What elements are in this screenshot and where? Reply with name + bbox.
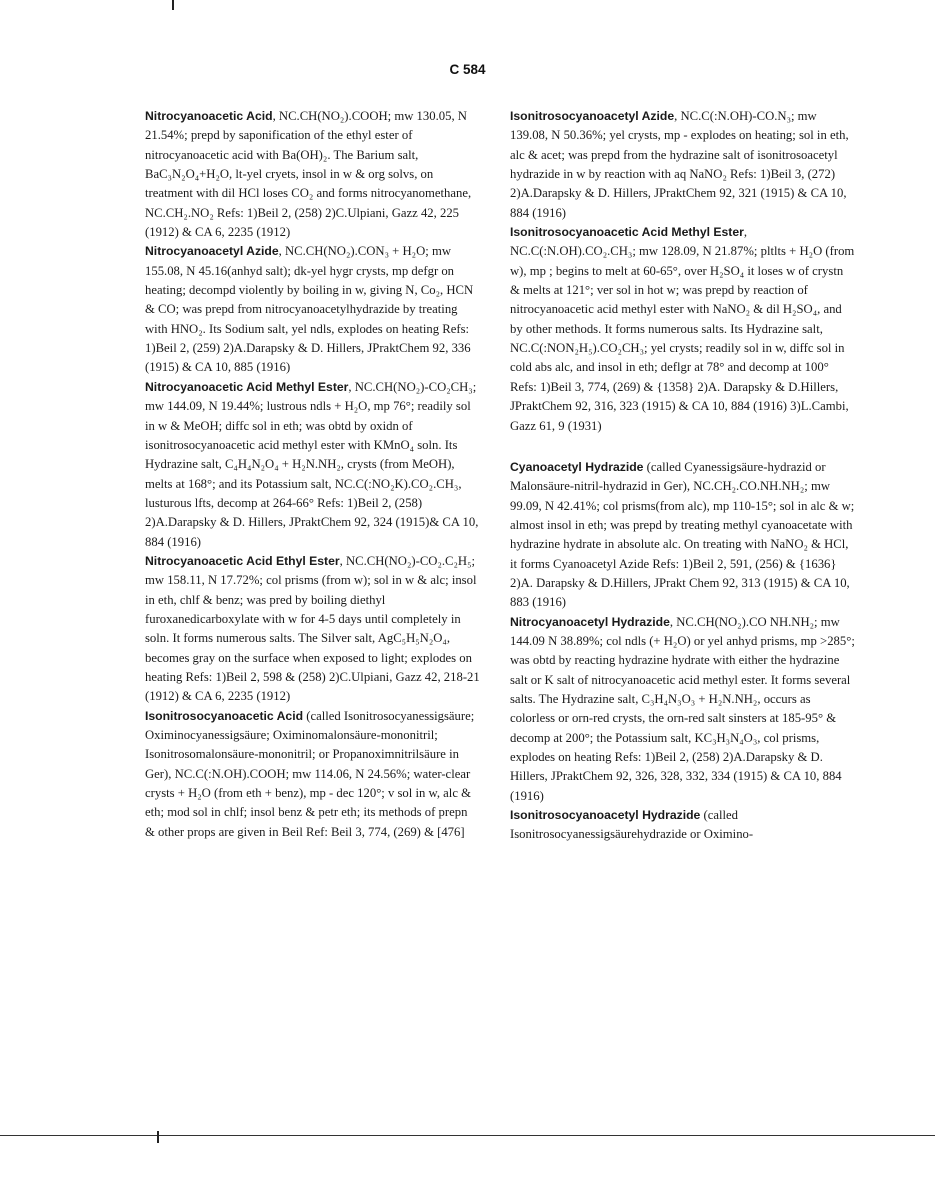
headword: Isonitrosocyanoacetic Acid Methyl Ester: [510, 225, 744, 240]
margin-tick-top: [172, 0, 174, 10]
entry-nitrocyanoacetic-acid: [145, 107, 480, 242]
entry-isonitrosocyanoacetic-acid: [145, 707, 480, 842]
entry-body: (called Cyanessigsäure-hydrazid or Malonsäure-nitril-hydrazid in Ger), NC.CH₂.CO.NH.NH₂; mw 99.09, N 42.41%; col prisms(from alc), mp 110-15°; sol in alc & w; almost insol in eth; was prepd by treating methyl cyanoacetate with hydrazine hydrate in absolute alc. On treating with NaNO₂ & HCl, it forms Cyanoacetyl Azide Refs: 1)Beil 2, 591, (256) & {1636} 2)A. Darapsky & D.Hillers, JPrakt Chem 92, 313 (1915) & CA 10, 883 (1916): [510, 459, 855, 610]
entry-body: (called Isonitrosocyanessigsäurehydrazide or Oximino-: [510, 808, 754, 842]
headword: Cyanoacetyl Hydrazide: [510, 459, 644, 474]
bottom-rule: [0, 1135, 935, 1136]
headword: Nitrocyanoacetyl Hydrazide: [510, 614, 670, 629]
entry-body: , NC.CH(NO₂)-CO₂CH₃; mw 144.09, N 19.44%; lustrous ndls + H₂O, mp 76°; readily sol in w & MeOH; diffc sol in eth; was obtd by oxidn of isonitrosocyanoacetic acid methyl ester with KMnO₄ soln. Its Hydrazine salt, C₄H₄N₂O₄ + H₂N.NH₂, crysts (from MeOH), melts at 168°; and its Potassium salt, NC.C(:NO₂K).CO₂.CH₃, lusturous lfts, decomp at 264-66° Refs: 1)Beil 2, (258) 2)A.Darapsky & D. Hillers, JPraktChem 92, 324 (1915)& CA 10, 884 (1916): [145, 379, 479, 549]
headword: Nitrocyanoacetyl Azide: [145, 244, 279, 259]
headword: Isonitrosocyanoacetyl Azide: [510, 109, 675, 123]
entry-nitrocyanoacetic-acid-ethyl-ester: [145, 552, 480, 707]
entry-nitrocyanoacetyl-hydrazide: [510, 613, 855, 806]
entry-body: , NC.C(:N.OH)-CO.N₃; mw 139.08, N 50.36%; yel crysts, mp - explodes on heating; sol in eth, alc & acet; was prepd from the hydrazine salt of isonitrosoacetyl hydrazide in w by reaction with aq NaNO₂ Refs: 1)Beil 3, (272) 2)A.Darapsky & D. Hillers, JPraktChem 92, 321 (1915) & CA 10, 884 (1916): [510, 109, 849, 220]
headword: Nitrocyanoacetic Acid: [145, 109, 273, 123]
headword: Isonitrosocyanoacetic Acid: [145, 708, 304, 723]
headword: Isonitrosocyanoacetyl Hydrazide: [510, 808, 701, 823]
entry-body: , NC.CH(NO₂).CO NH.NH₂; mw 144.09 N 38.89%; col ndls (+ H₂O) or yel anhyd prisms, mp >285°; was obtd by reacting hydrazine hydrate with either the hydrazine salt or K salt of nitrocyanoacetic acid methyl ester. It forms several salts. The Hydrazine salt, C₃H₄N₃O₃ + H₂N.NH₂, occurs as colorless or orn-red crysts, the orn-red salt sinsters at 185-95° & decomp at 200°; the Potassium salt, KC₃H₃N₄O₃, col prisms, explodes on heating Refs: 1)Beil 2, (258) 2)A.Darapsky & D. Hillers, JPraktChem 92, 326, 328, 332, 334 (1915) & CA 10, 884 (1916): [510, 614, 855, 803]
entry-isonitrosocyanoacetyl-hydrazide: [510, 806, 855, 845]
entry-body: , NC.C(:N.OH).CO₂.CH₃; mw 128.09, N 21.87%; pltlts + H₂O (from w), mp ; begins to melt at 60-65°, over H₂SO₄ it loses w of crystn & melts at 121°; ver sol in hot w; was prepd by reaction of nitrocyanoacetic acid methyl ester with NaNO₂ & dil H₂SO₄, and by other methods. It forms numerous salts. Its Hydrazine salt, NC.C(:NON₂H₅).CO₂CH₃; yel crysts; readily sol in w, diffc sol in cold abs alc, and insol in eth; deflgr at 78° and decomp at 100° Refs: 1)Beil 3, 774, (269) & {1358} 2)A. Darapsky & D.Hillers, JPraktChem 92, 316, 323 (1915) & CA 10, 884 (1916) 3)L.Cambi, Gazz 61, 9 (1931): [510, 225, 855, 433]
entry-isonitrosocyanoacetyl-azide: [510, 107, 855, 223]
headword: Nitrocyanoacetic Acid Methyl Ester: [145, 379, 349, 394]
entry-nitrocyanoacetic-acid-methyl-ester: [145, 378, 480, 552]
margin-tick-bottom: [157, 1131, 159, 1143]
entry-body: , NC.CH(NO₂).COOH; mw 130.05, N 21.54%; prepd by saponification of the ethyl ester of nitrocyanoacetic acid with Ba(OH)₂. The Barium salt, BaC₃N₂O₄+H₂O, lt-yel cryets, insol in w & org solvs, on treatment with dil HCl loses CO₂ and forms nitrocyanomethane, NC.CH₂.NO₂ Refs: 1)Beil 2, (258) 2)C.Ulpiani, Gazz 42, 225 (1912) & CA 6, 2235 (1912): [145, 109, 472, 240]
entry-body: (called Isonitrosocyanessigsäure; Oximinocyanessigsäure; Oximinomalonsäure-mononitril; Isonitrosomalonsäure-mononitril; or Propanoximnitrilsäure in Ger), NC.C(:N.OH).COOH; mw 114.06, N 24.56%; water-clear crysts + H₂O (from eth + benz), mp - dec 120°; v sol in w, alc & eth; mod sol in chlf; insol benz & petr eth; its methods of prepn & other props are given in Beil Ref: Beil 3, 774, (269) & [476]: [145, 708, 475, 839]
entry-body: , NC.CH(NO₂)-CO₂.C₂H₅; mw 158.11, N 17.72%; col prisms (from w); sol in w & alc; insol in eth, chlf & benz; was pred by boiling diethyl furoxanedicarboxylate with w for 4-5 days until completely in soln. It forms numerous salts. The Silver salt, AgC₅H₅N₂O₄, becomes gray on the surface when exposed to light; explodes on heating Refs: 1)Beil 2, 598 & (258) 2)C.Ulpiani, Gazz 42, 218-21 (1912) & CA 6, 2235 (1912): [145, 553, 480, 704]
entry-isonitrosocyanoacetic-acid-methyl-ester: [510, 223, 855, 436]
page-number: C 584: [449, 62, 486, 77]
right-column: [510, 107, 855, 845]
entry-body: , NC.CH(NO₂).CON₃ + H₂O; mw 155.08, N 45.16(anhyd salt); dk-yel hygr crysts, mp defgr on heating; decompd violently by boiling in w, giving N, Co₂, HCN & CO; was prepd from nitrocyanoacetylhydrazide by treating with HNO₂. Its Sodium salt, yel ndls, explodes on heating Refs: 1)Beil 2, (259) 2)A.Darapsky & D. Hillers, JPraktChem 92, 336 (1915) & CA 10, 885 (1916): [145, 244, 474, 375]
entry-cyanoacetyl-hydrazide: [510, 458, 855, 613]
entry-nitrocyanoacetyl-azide: [145, 242, 480, 377]
left-column: [145, 107, 480, 842]
section-gap: [510, 436, 855, 458]
headword: Nitrocyanoacetic Acid Ethyl Ester: [145, 553, 340, 568]
